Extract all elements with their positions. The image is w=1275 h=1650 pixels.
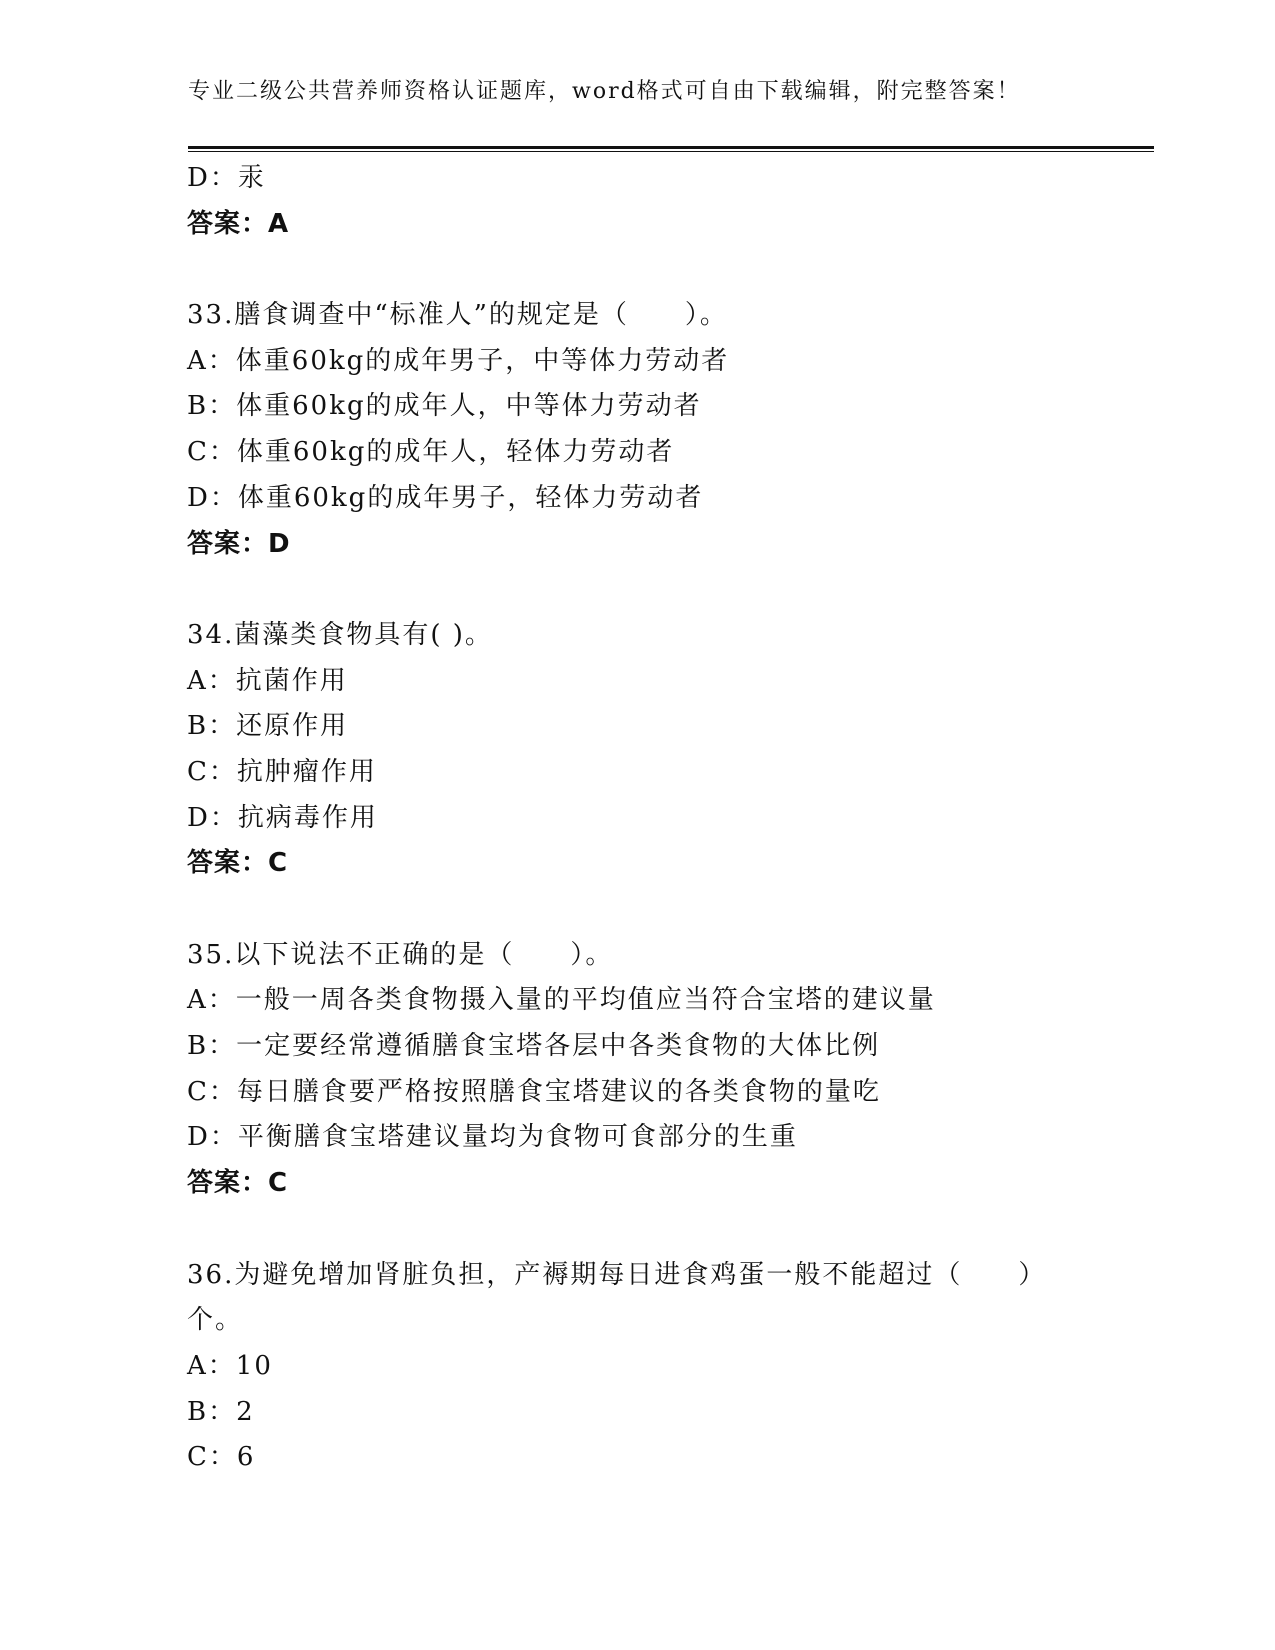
answer-line: 答案：D bbox=[187, 528, 291, 559]
question-list bbox=[187, 156, 1153, 1481]
option-c: C：体重60kg的成年人，轻体力劳动者 bbox=[187, 437, 675, 468]
option-b: B：体重60kg的成年人，中等体力劳动者 bbox=[187, 391, 702, 422]
answer-line: 答案：C bbox=[187, 848, 289, 879]
question-stem-continued: 个。 bbox=[187, 1305, 244, 1336]
option-a: A：10 bbox=[187, 1350, 273, 1381]
option-a: A：一般一周各类食物摄入量的平均值应当符合宝塔的建议量 bbox=[187, 985, 936, 1016]
option-a: A：抗菌作用 bbox=[187, 665, 348, 696]
question-35 bbox=[187, 933, 1153, 1207]
question-34 bbox=[187, 613, 1153, 887]
question-stem: 35.以下说法不正确的是（ ）。 bbox=[187, 939, 614, 970]
option-c: C：每日膳食要严格按照膳食宝塔建议的各类食物的量吃 bbox=[187, 1076, 881, 1107]
option-b: B：2 bbox=[187, 1396, 255, 1427]
spacer bbox=[187, 1207, 1153, 1253]
option-c: C：6 bbox=[187, 1442, 256, 1473]
spacer bbox=[187, 567, 1153, 613]
option-b: B：还原作用 bbox=[187, 711, 349, 742]
option-b: B：一定要经常遵循膳食宝塔各层中各类食物的大体比例 bbox=[187, 1031, 881, 1062]
question-stem: 33.膳食调查中“标准人”的规定是（ ）。 bbox=[187, 300, 728, 331]
spacer bbox=[187, 247, 1153, 293]
page-header: 专业二级公共营养师资格认证题库，word格式可自由下载编辑，附完整答案！ bbox=[188, 79, 1021, 104]
question-33 bbox=[187, 293, 1153, 567]
question-stem: 36.为避免增加肾脏负担，产褥期每日进食鸡蛋一般不能超过（ ） bbox=[187, 1259, 1047, 1290]
option-d: D：汞 bbox=[187, 163, 266, 193]
answer-line: 答案：C bbox=[187, 1168, 289, 1199]
answer-line: 答案：A bbox=[187, 208, 290, 239]
option-c: C：抗肿瘤作用 bbox=[187, 756, 377, 787]
question-stem: 34.菌藻类食物具有( )。 bbox=[187, 619, 493, 650]
option-d: D：平衡膳食宝塔建议量均为食物可食部分的生重 bbox=[187, 1122, 798, 1153]
spacer bbox=[187, 887, 1153, 933]
header-divider-thin bbox=[188, 151, 1154, 152]
option-d: D：体重60kg的成年男子，轻体力劳动者 bbox=[187, 482, 704, 513]
question-36 bbox=[187, 1253, 1153, 1481]
header-divider-thick bbox=[188, 146, 1154, 149]
option-d: D：抗病毒作用 bbox=[187, 802, 378, 833]
option-a: A：体重60kg的成年男子，中等体力劳动者 bbox=[187, 345, 730, 376]
